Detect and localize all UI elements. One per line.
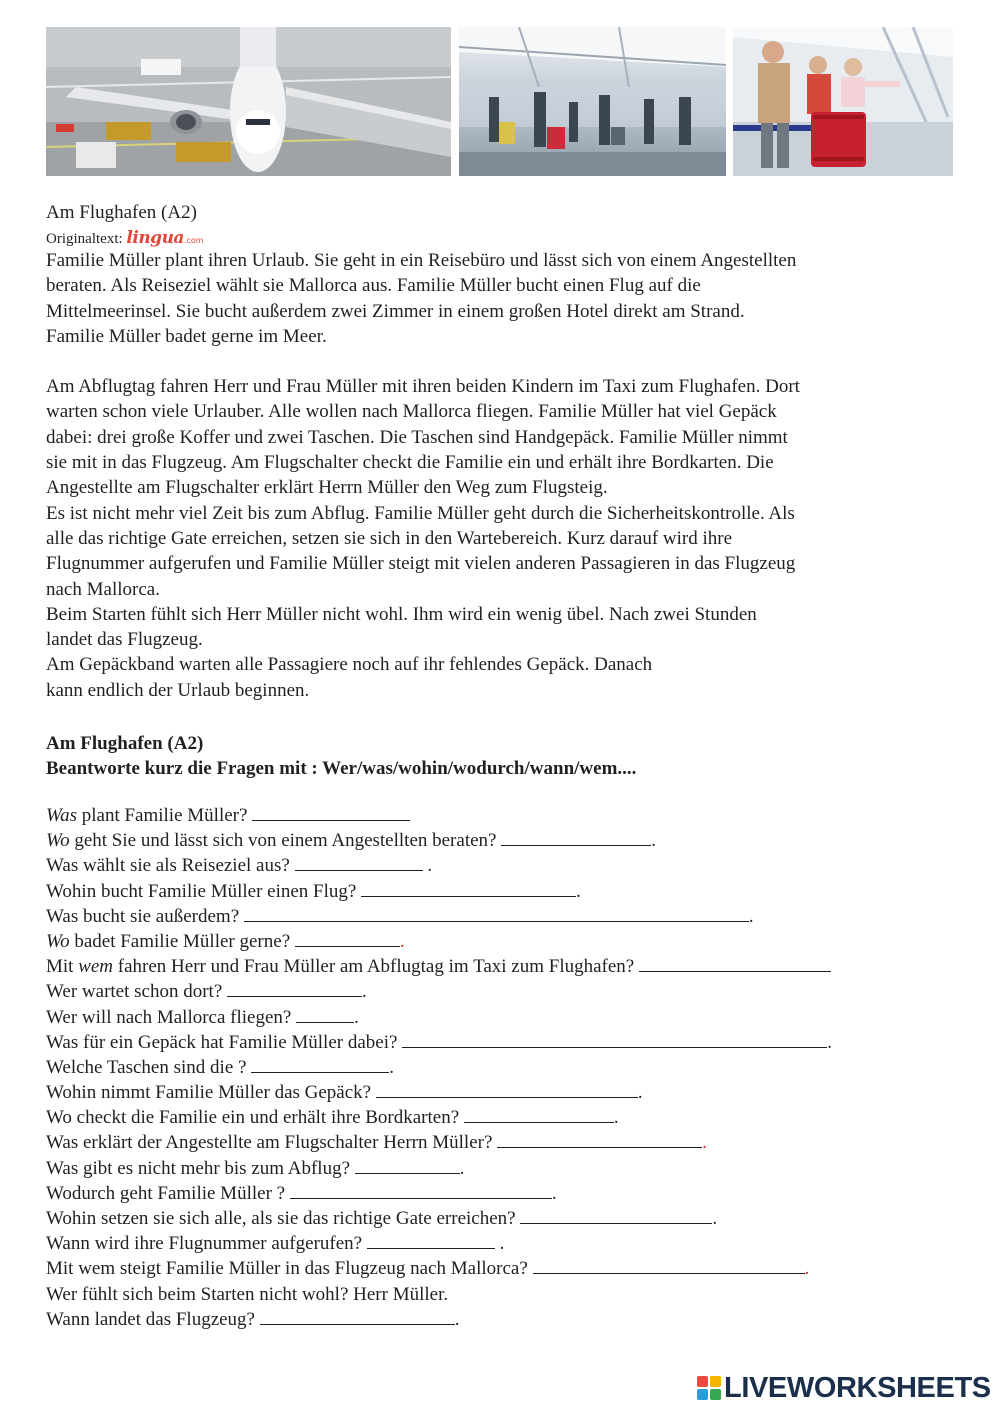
liveworksheets-brand — [697, 1371, 997, 1405]
question-text: geht Sie und lässt sich von einem Angestellten beraten? — [69, 830, 497, 852]
question-keyword: Wo — [46, 930, 70, 952]
question-row — [46, 1105, 832, 1130]
question-end-mark: . — [362, 981, 367, 1003]
exercise-instruction: Beantworte kurz die Fragen mit : Wer/was/wohin/wodurch/wann/wem.... — [46, 758, 637, 779]
question-end-mark: . — [354, 1006, 359, 1028]
question-text: Was für ein Gepäck hat Familie Müller dabei? — [46, 1031, 398, 1053]
question-end-mark: . — [613, 1107, 619, 1129]
answer-blank[interactable] — [501, 828, 651, 846]
question-row — [46, 1030, 832, 1055]
story-paragraph: Am Abflugtag fahren Herr und Frau Müller mit ihren beiden Kindern im Taxi zum Flughafen. Dort warten schon viele Urlauber. Alle wollen nach Mallorca fliegen. Familie Müller hat viel Gepäck dabei: drei große Koffer und zwei Taschen. Die Taschen sind Handgepäck. Familie Müller nimmt sie mit in das Flugzeug. Am Flugschalter checkt die Familie ein und erhält ihre Bordkarten. Die Angestellte am Flugschalter erklärt Herrn Müller den Weg zum Flugsteig. — [46, 376, 800, 499]
answer-blank[interactable] — [244, 904, 749, 922]
question-row — [46, 1256, 832, 1281]
question-end-mark: . — [422, 855, 433, 877]
question-end-mark: . — [804, 1258, 810, 1280]
header-photo-strip — [46, 27, 953, 176]
question-row — [46, 1130, 832, 1155]
question-text: Wohin setzen sie sich alle, als sie das richtige Gate erreichen? — [46, 1208, 516, 1229]
answer-blank[interactable] — [639, 954, 831, 972]
answer-blank[interactable] — [355, 1156, 460, 1174]
question-row — [46, 904, 832, 929]
question-end-mark: . — [827, 1031, 832, 1053]
question-text: Wer will nach Mallorca fliegen? — [46, 1006, 292, 1028]
story-paragraph: Es ist nicht mehr viel Zeit bis zum Abflug. Familie Müller geht durch die Sicherheitskontrolle. Als alle das richtige Gate erreichen, setzen sie sich in den Wartebereich. Kurz darauf wird ihre Flugnummer aufgerufen und Familie Müller steigt mit vielen anderen Passagieren in das Flugzeug nach Mallorca. — [46, 502, 796, 600]
question-text: Was erklärt der Angestellte am Flugschalter Herrn Müller? — [46, 1132, 493, 1154]
answer-blank[interactable] — [295, 929, 400, 947]
lingua-logo-suffix: .com — [183, 236, 204, 245]
answer-blank[interactable] — [252, 803, 410, 821]
question-text: Was gibt es nicht mehr bis zum Abflug? — [46, 1157, 350, 1179]
answer-blank[interactable] — [295, 853, 423, 871]
answer-blank[interactable] — [402, 1030, 827, 1048]
question-row — [46, 1005, 832, 1030]
answer-blank[interactable] — [533, 1256, 805, 1274]
question-end-mark: . — [637, 1082, 643, 1104]
question-text: Wodurch geht Familie Müller ? — [46, 1182, 286, 1204]
question-end-mark: . — [712, 1208, 718, 1229]
question-text: Mit — [46, 956, 79, 978]
question-keyword: Wo — [46, 830, 70, 852]
question-end-mark: . — [551, 1182, 557, 1204]
question-row — [46, 853, 832, 878]
page-title: Am Flughafen (A2) — [46, 202, 197, 223]
question-end-mark: . — [399, 930, 405, 952]
answer-blank[interactable] — [520, 1206, 712, 1224]
airport-terminal-travelers-photo — [459, 27, 726, 176]
question-keyword: Was — [46, 805, 77, 826]
story-paragraph: Familie Müller plant ihren Urlaub. Sie geht in ein Reisebüro und lässt sich von einem Angestellten beraten. Als Reiseziel wählt sie Mallorca aus. Familie Müller bucht einen Flug auf die Mittelmeerinsel. Sie bucht außerdem zwei Zimmer in einem großen Hotel direkt am Strand. Familie Müller badet gerne im Meer. — [46, 250, 797, 347]
question-text: Wer wartet schon dort? — [46, 981, 223, 1003]
source-credit — [46, 229, 204, 250]
family-with-suitcase-photo — [733, 27, 953, 176]
source-label: Originaltext: — [46, 231, 123, 247]
story-paragraph: Beim Starten fühlt sich Herr Müller nicht wohl. Ihm wird ein wenig übel. Nach zwei Stunden landet das Flugzeug. — [46, 603, 757, 651]
question-row — [46, 1156, 832, 1181]
question-text: Wohin nimmt Familie Müller das Gepäck? — [46, 1082, 372, 1104]
answer-blank[interactable] — [290, 1181, 552, 1199]
answer-blank[interactable] — [376, 1080, 638, 1098]
question-row — [46, 1307, 832, 1332]
exercise-header — [46, 731, 636, 781]
answer-blank[interactable] — [464, 1105, 614, 1123]
question-text: Wohin bucht Familie Müller einen Flug? — [46, 880, 357, 902]
answer-blank[interactable] — [367, 1231, 495, 1249]
question-text: Welche Taschen sind die ? — [46, 1056, 247, 1078]
question-end-mark: . — [459, 1157, 465, 1179]
answer-blank[interactable] — [227, 979, 362, 997]
question-keyword: wem — [78, 956, 114, 978]
question-end-mark: . — [651, 830, 656, 852]
exercise-title: Am Flughafen (A2) — [46, 733, 204, 754]
question-end-mark: . — [576, 880, 581, 902]
question-row — [46, 1282, 832, 1307]
question-row — [46, 879, 832, 904]
question-text: Wo checkt die Familie ein und erhält ihre Bordkarten? — [46, 1107, 460, 1129]
answer-blank[interactable] — [260, 1307, 455, 1325]
liveworksheets-logo-icon — [697, 1376, 721, 1401]
question-row — [46, 1055, 832, 1080]
question-text: Was bucht sie außerdem? — [46, 905, 240, 927]
question-row — [46, 954, 832, 979]
question-row — [46, 979, 832, 1004]
question-end-mark: . — [454, 1308, 460, 1330]
question-end-mark: . — [494, 1233, 505, 1255]
question-text: fahren Herr und Frau Müller am Abflugtag im Taxi zum Flughafen? — [113, 956, 635, 978]
question-text: plant Familie Müller? — [76, 805, 248, 826]
answer-blank[interactable] — [361, 879, 576, 897]
question-text: Mit wem steigt Familie Müller in das Flugzeug nach Mallorca? — [46, 1258, 528, 1280]
question-end-mark: . — [702, 1132, 707, 1154]
question-end-mark: . — [748, 905, 754, 927]
question-row — [46, 1080, 832, 1105]
question-text: Wer fühlt sich beim Starten nicht wohl? Herr Müller. — [46, 1283, 449, 1305]
question-text: badet Familie Müller gerne? — [69, 930, 291, 952]
answer-blank[interactable] — [497, 1130, 702, 1148]
question-row — [46, 803, 832, 828]
story-text — [46, 248, 961, 703]
airplane-at-gate-photo — [46, 27, 451, 176]
question-row — [46, 1206, 832, 1231]
question-list — [46, 803, 832, 1332]
story-paragraph: Am Gepäckband warten alle Passagiere noch auf ihr fehlendes Gepäck. Danach kann endlich der Urlaub beginnen. — [46, 654, 653, 701]
question-row — [46, 828, 832, 853]
question-text: Was wählt sie als Reiseziel aus? — [46, 855, 290, 877]
question-row — [46, 1181, 832, 1206]
answer-blank[interactable] — [251, 1055, 389, 1073]
answer-blank[interactable] — [296, 1005, 354, 1023]
question-row — [46, 1231, 832, 1256]
liveworksheets-wordmark: LIVEWORKSHEETS — [724, 1372, 991, 1404]
question-row — [46, 929, 832, 954]
question-text: Wann landet das Flugzeug? — [46, 1308, 255, 1330]
question-end-mark: . — [389, 1056, 394, 1078]
question-text: Wann wird ihre Flugnummer aufgerufen? — [46, 1233, 363, 1255]
lingua-logo: lingua — [126, 228, 184, 248]
